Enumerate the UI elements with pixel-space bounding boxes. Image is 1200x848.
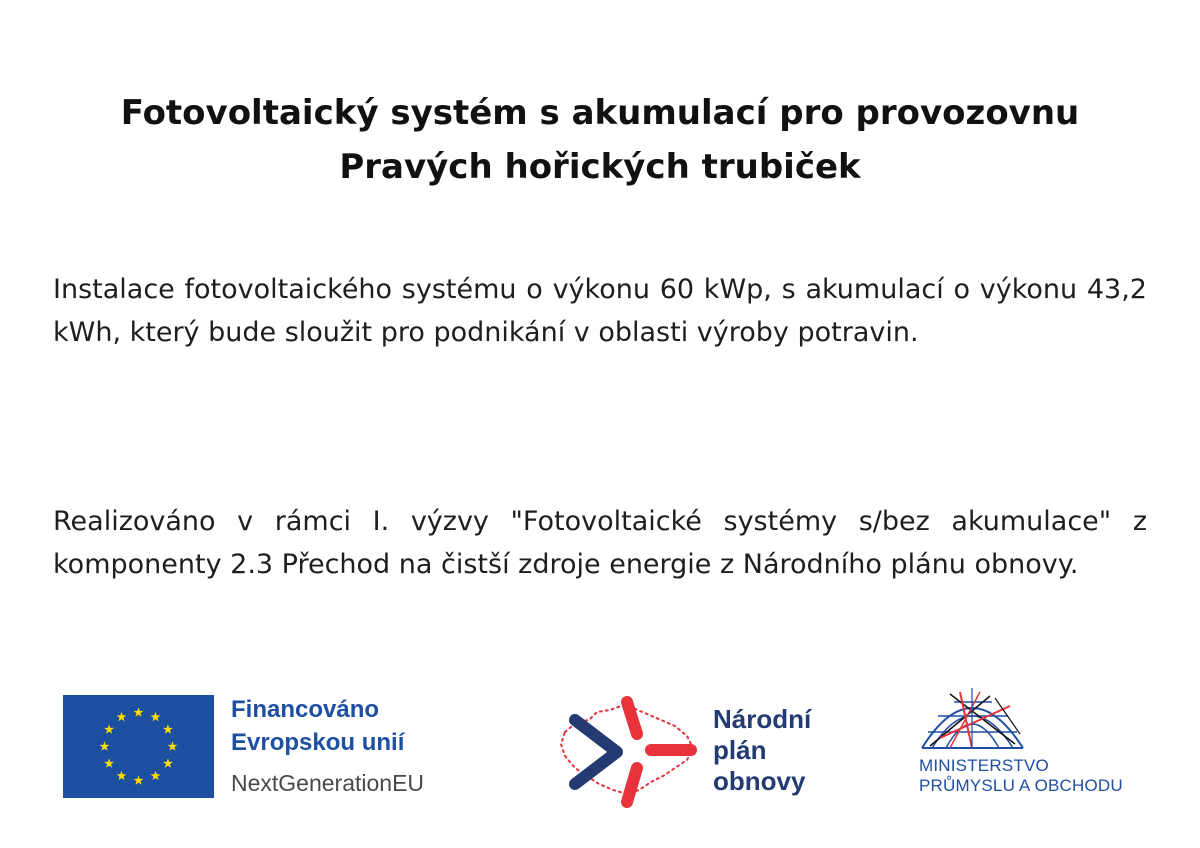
npo-mark-icon: [555, 690, 700, 812]
title-line-2: Pravých hořických trubiček: [339, 147, 861, 187]
globe-icon: [920, 688, 1025, 750]
title-line-1: Fotovoltaický systém s akumulací pro provozovnu: [120, 93, 1080, 133]
narodni-plan-obnovy-logo: [555, 690, 855, 815]
npo-text: [713, 704, 811, 797]
eu-text-evropskou-unii: Evropskou unií: [231, 729, 405, 756]
eu-flag-icon: [63, 695, 214, 798]
npo-text-line-2: plán: [713, 735, 767, 765]
mpo-text-line-2: PRŮMYSLU A OBCHODU: [919, 776, 1123, 795]
eu-funding-logo: [63, 695, 473, 801]
eu-text-nextgenerationeu: NextGenerationEU: [231, 770, 425, 796]
mpo-text: [919, 756, 1123, 796]
ministerstvo-logo: [915, 688, 1145, 803]
eu-text-financovano: Financováno: [231, 696, 380, 723]
mpo-text-line-1: MINISTERSTVO: [919, 756, 1049, 775]
npo-text-line-3: obnovy: [713, 766, 806, 796]
npo-text-line-1: Národní: [713, 704, 812, 734]
description-paragraph: Instalace fotovoltaického systému o výkonu 60 kWp, s akumulací o výkonu 43,2 kWh, který bude sloužit pro podnikání v oblasti výroby potravin.: [53, 274, 1147, 348]
document-title: [0, 86, 1200, 194]
funding-paragraph: Realizováno v rámci I. výzvy "Fotovoltaické systémy s/bez akumulace" z komponenty 2.3 Přechod na čistší zdroje energie z Národního plánu obnovy.: [53, 506, 1147, 580]
